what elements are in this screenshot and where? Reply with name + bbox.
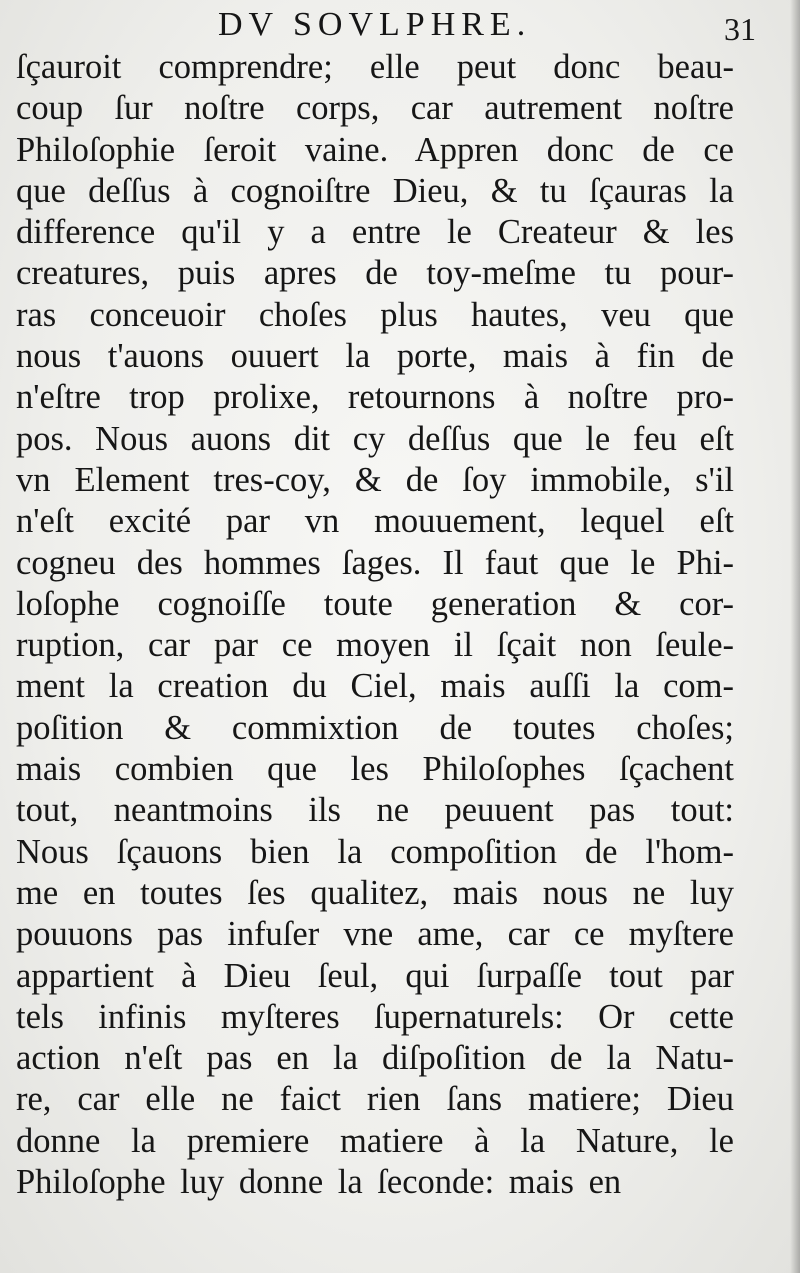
- text-line: ment la creation du Ciel, mais auſſi la com-: [16, 667, 734, 706]
- text-line: mais combien que les Philoſophes ſçachent: [16, 750, 734, 789]
- text-line: n'eſtre trop prolixe, retournons à noſtre pro-: [16, 378, 734, 417]
- text-line: nous t'auons ouuert la porte, mais à fin de: [16, 337, 734, 376]
- text-line: tels infinis myſteres ſupernaturels: Or cette: [16, 997, 734, 1036]
- text-line: re, car elle ne faict rien ſans matiere; Dieu: [16, 1080, 734, 1119]
- text-line: tout, neantmoins ils ne peuuent pas tout:: [16, 791, 734, 830]
- text-line: coup ſur noſtre corps, car autrement noſtre: [16, 89, 734, 128]
- body-text: [16, 47, 734, 1203]
- text-line: creatures, puis apres de toy-meſme tu pour-: [16, 254, 734, 293]
- text-line: Philoſophe luy donne la ſeconde: mais en: [16, 1163, 622, 1202]
- text-line: n'eſt excité par vn mouuement, lequel eſt: [16, 502, 734, 541]
- text-line: que deſſus à cognoiſtre Dieu, & tu ſçauras la: [16, 171, 734, 210]
- text-line: ſçauroit comprendre; elle peut donc beau-: [16, 48, 734, 86]
- running-head: [0, 2, 800, 52]
- text-line: vn Element tres-coy, & de ſoy immobile, s'il: [16, 460, 734, 499]
- text-line: loſophe cognoiſſe toute generation & cor-: [16, 584, 734, 623]
- text-line: Philoſophie ſeroit vaine. Appren donc de ce: [16, 130, 734, 169]
- text-line: poſition & commixtion de toutes choſes;: [16, 708, 734, 747]
- text-line: difference qu'il y a entre le Createur & les: [16, 213, 734, 252]
- text-line: me en toutes ſes qualitez, mais nous ne luy: [16, 873, 734, 912]
- page-number: 31: [724, 11, 756, 47]
- text-line: pos. Nous auons dit cy deſſus que le feu eſt: [16, 419, 734, 458]
- text-line: appartient à Dieu ſeul, qui ſurpaſſe tout par: [16, 956, 734, 995]
- text-line: donne la premiere matiere à la Nature, le: [16, 1121, 734, 1160]
- running-title: DV SOVLPHRE.: [218, 6, 532, 43]
- text-line: action n'eſt pas en la diſpoſition de la Natu-: [16, 1039, 734, 1078]
- text-line: pouuons pas infuſer vne ame, car ce myſtere: [16, 915, 734, 954]
- text-line: Nous ſçauons bien la compoſition de l'hom-: [16, 832, 734, 871]
- text-line: ruption, car par ce moyen il ſçait non ſeule-: [16, 626, 734, 665]
- text-line: ras conceuoir choſes plus hautes, veu que: [16, 295, 734, 334]
- text-line: cogneu des hommes ſages. Il faut que le Phi-: [16, 543, 734, 582]
